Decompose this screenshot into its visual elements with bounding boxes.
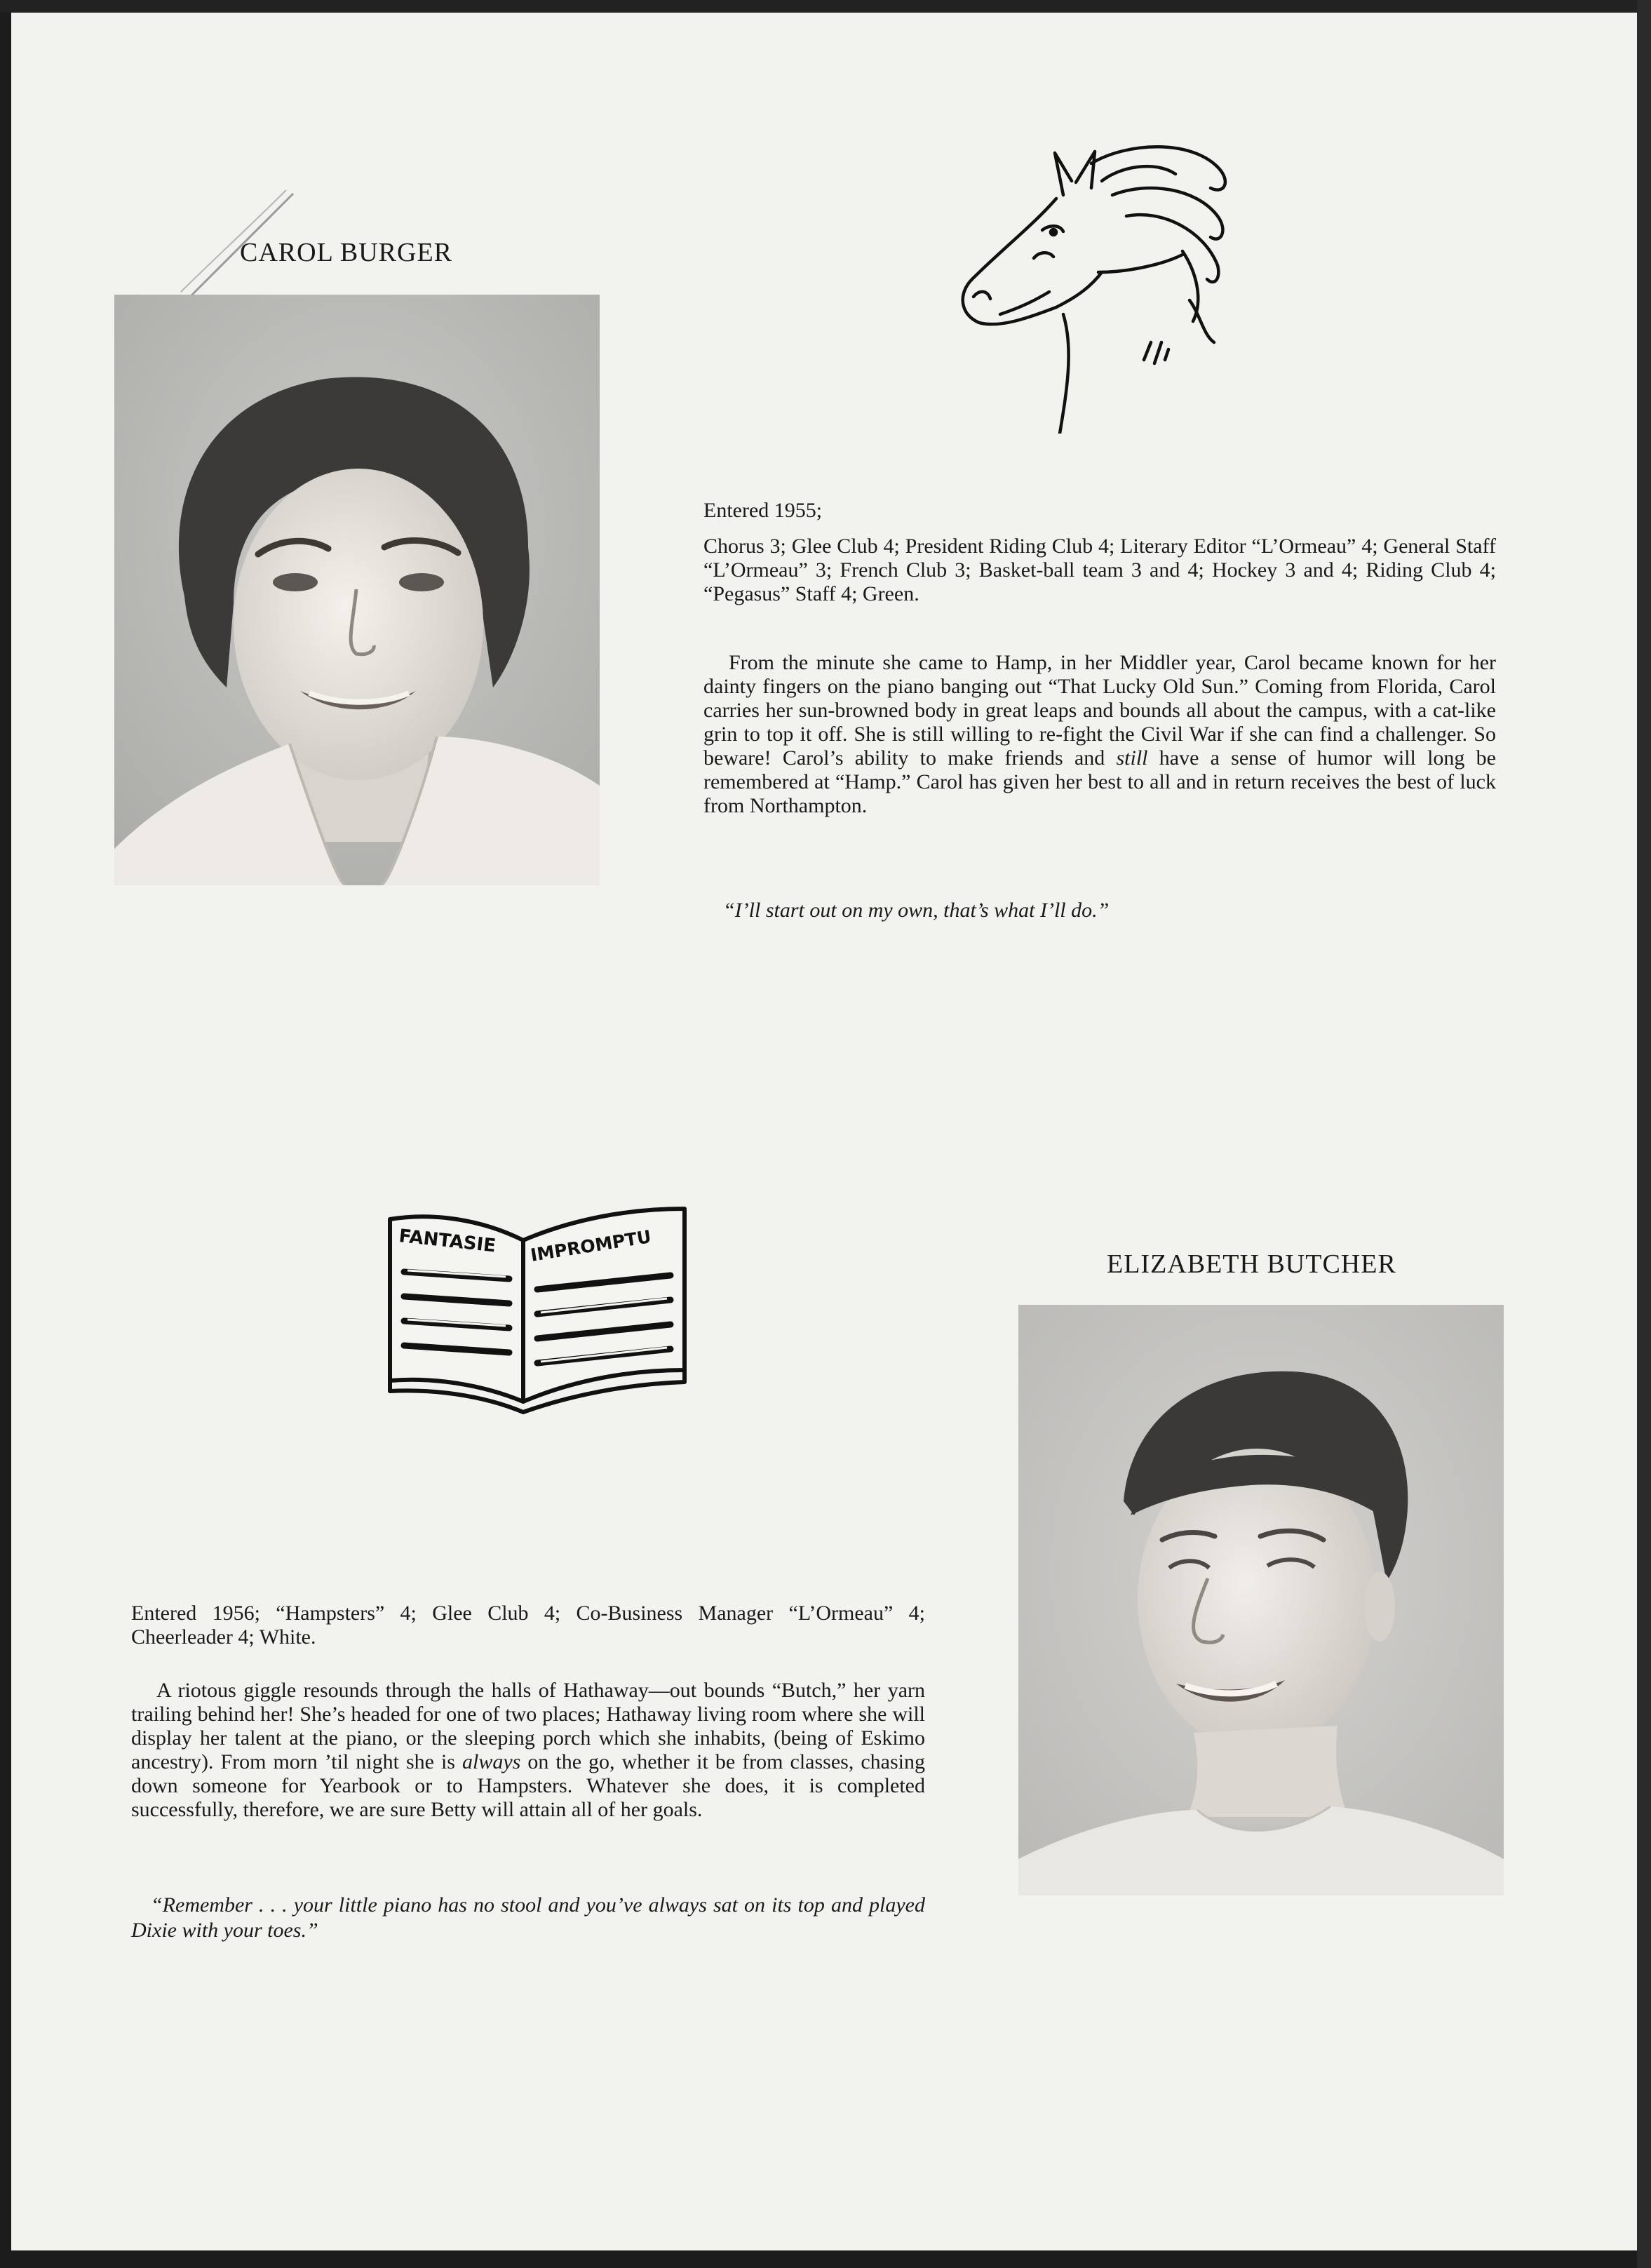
bio-elizabeth-part1: A riotous giggle resounds through the halls of Hathaway—out bounds “Butch,” her yarn trailing behind her! She’s headed for one of two places; Hathaway living room where she will display her talent at the piano, or the sleeping porch which she inhabits, (being of Eskimo ancestry). From morn ’til night she is — [131, 1679, 925, 1773]
activities-carol: Chorus 3; Glee Club 4; President Riding Club 4; Literary Editor “L’Ormeau” 4; General Staff “L’Ormeau” 3; French Club 3; Basket-ball team 3 and 4; Hockey 3 and 4; Riding Club 4; “Pegasus” Staff 4; Green. — [703, 535, 1496, 605]
student-name-elizabeth-butcher: ELIZABETH BUTCHER — [1107, 1249, 1396, 1279]
quote-carol: “I’ll start out on my own, that’s what I’ll do.” — [723, 899, 1110, 922]
student-name-carol-burger: CAROL BURGER — [240, 238, 453, 267]
bio-elizabeth-part2: on the go, whether it be from classes, chasing down someone for Yearbook or to Hampsters. Whatever she does, it is completed successfully, therefore, we are sure Betty will attain all of her goals. — [131, 1750, 925, 1821]
bio-elizabeth-emphasis: always — [462, 1750, 521, 1773]
bio-carol-part1: From the minute she came to Hamp, in her Middler year, Carol became known for her dainty fingers on the piano banging out “That Lucky Old Sun.” Coming from Florida, Carol carries her sun-browned body in great leaps and bounds all about the campus, with a cat-like grin to top it off. She is still willing to re-fight the Civil War if she can find a challenger. So beware! Carol’s ability to make friends and — [703, 651, 1496, 770]
quote-elizabeth: “Remember . . . your little piano has no stool and you’ve always sat on its top and played Dixie with your toes.” — [131, 1893, 925, 1942]
portrait-photo-carol-burger — [114, 295, 600, 885]
music-book-drawing — [376, 1191, 706, 1423]
scan-border-top — [0, 0, 1651, 13]
bio-carol-part2: have a sense of humor will long be remembered at “Hamp.” Carol has given her best to all and in return receives the best of luck from Northampton. — [703, 746, 1496, 817]
music-book-right-title: IMPROMPTU — [529, 1226, 653, 1266]
bio-carol — [703, 651, 1496, 818]
bio-carol-emphasis: still — [1116, 746, 1148, 770]
bio-elizabeth — [131, 1679, 925, 1822]
music-book-left-title: FANTASIE — [398, 1226, 497, 1257]
portrait-photo-elizabeth-butcher — [1018, 1305, 1504, 1895]
scan-border-right — [1637, 0, 1651, 2268]
horse-head-drawing — [951, 139, 1316, 434]
activities-elizabeth: Entered 1956; “Hampsters” 4; Glee Club 4; Co-Business Manager “L’Ormeau” 4; Cheerleader 4; White. — [131, 1602, 925, 1649]
entered-line-carol: Entered 1955; — [703, 499, 823, 522]
yearbook-page — [11, 13, 1637, 2250]
